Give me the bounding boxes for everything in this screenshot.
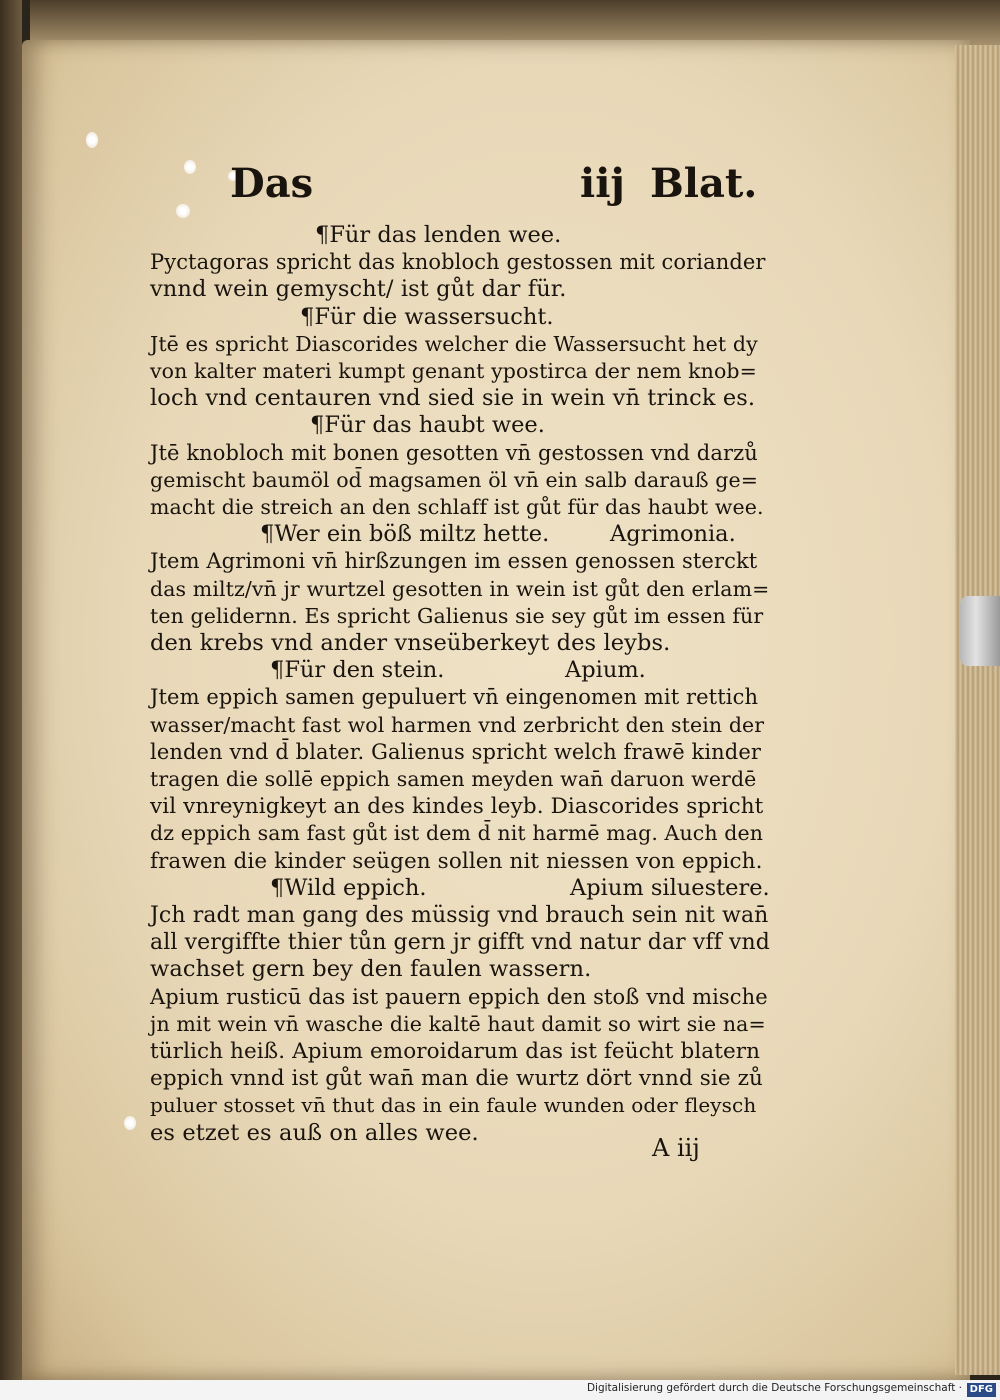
text-line: wachset gern bey den faulen wassern. <box>150 956 592 983</box>
text-line: Jtem Agrimoni vn̄ hirßzungen im essen genossen sterckt <box>150 549 758 574</box>
section-heading <box>150 412 770 439</box>
text-line: Pyctagoras spricht das knobloch gestossen mit coriander <box>150 250 766 275</box>
book-binding <box>0 0 22 1380</box>
section-heading-title: ¶Wild eppich. <box>270 874 427 901</box>
section-heading-title: ¶Für das haubt wee. <box>310 412 545 439</box>
text-line: wasser/macht fast wol harmen vnd zerbricht den stein der <box>150 712 765 737</box>
text-line: puluer stosset vn̄ thut das in ein faule wunden oder fleysch <box>150 1093 757 1118</box>
section-heading <box>150 875 770 902</box>
marginal-plant-name: Apium siluestere. <box>570 874 770 901</box>
text-line: es etzet es auß on alles wee. <box>150 1119 479 1146</box>
section-heading-title: ¶Wer ein böß miltz hette. <box>260 521 550 548</box>
footer-bar <box>0 1380 1000 1400</box>
text-line: türlich heiß. Apium emoroidarum das ist feücht blatern <box>150 1039 761 1064</box>
text-line: Jtē es spricht Diascorides welcher die Wassersucht het dy <box>150 331 758 356</box>
text-line: gemischt baumöl od̄ magsamen öl vn̄ ein salb darauß ge= <box>150 467 758 492</box>
text-line: tragen die sollē eppich samen meyden wan̄ daruon werdē <box>150 766 757 791</box>
section-heading-title: ¶Für das lenden wee. <box>315 222 562 248</box>
running-head-left: Das <box>230 160 314 207</box>
dfg-logo: DFG <box>967 1383 996 1397</box>
folio-number: iij <box>580 160 625 207</box>
signature-mark: A iij <box>652 1134 700 1162</box>
text-line: dz eppich sam fast gůt ist dem d̄ nit harmē mag. Auch den <box>150 821 764 846</box>
text-line: frawen die kinder seügen sollen nit niessen von eppich. <box>150 848 763 874</box>
section-heading <box>150 304 770 331</box>
text-line: Jch radt man gang des müssig vnd brauch sein nit wan̄ <box>150 902 769 928</box>
running-head <box>150 160 770 222</box>
text-line: vnnd wein gemyscht/ ist gůt dar für. <box>150 276 567 303</box>
text-line: vil vnreynigkeyt an des kindes leyb. Diascorides spricht <box>150 794 764 820</box>
text-line: loch vnd centauren vnd sied sie in wein vn̄ trinck es. <box>150 385 756 412</box>
text-line: jn mit wein vn̄ wasche die kaltē haut damit so wirt sie na= <box>150 1011 766 1036</box>
paper-hole <box>124 1116 136 1130</box>
text-line: Jtem eppich samen gepuluert vn̄ eingenomen mit rettich <box>150 685 759 710</box>
marginal-plant-name: Apium. <box>565 657 646 684</box>
text-line: Apium rusticū das ist pauern eppich den stoß vnd mische <box>150 984 768 1009</box>
section-heading <box>150 521 770 548</box>
text-line: ten gelidernn. Es spricht Galienus sie sey gůt im essen für <box>150 603 764 628</box>
text-line: von kalter materi kumpt genant ypostirca der nem knob= <box>150 358 757 383</box>
page-fore-edge <box>955 45 1000 1375</box>
text-line: das miltz/vn̄ jr wurtzel gesotten in wein ist gůt den erlam= <box>150 576 770 601</box>
text-line: eppich vnnd ist gůt wan̄ man die wurtz dört vnnd sie zů <box>150 1066 764 1092</box>
section-heading-title: ¶Für die wassersucht. <box>300 303 554 330</box>
text-block <box>150 160 770 1147</box>
running-head-right: Blat. <box>650 160 758 207</box>
text-line: macht die streich an den schlaff ist gůt für das haubt wee. <box>150 494 764 519</box>
text-line: lenden vnd d̄ blater. Galienus spricht welch frawē kinder <box>150 739 761 764</box>
body-text <box>150 222 770 1147</box>
section-heading <box>150 657 770 684</box>
text-line: den krebs vnd ander vnseüberkeyt des leybs. <box>150 629 671 656</box>
text-line: Jtē knobloch mit bonen gesotten vn̄ gestossen vnd darzů <box>150 440 758 465</box>
text-line: all vergiffte thier tůn gern jr gifft vnd natur dar vff vnd <box>150 930 770 956</box>
section-heading-title: ¶Für den stein. <box>270 657 445 684</box>
page-clip <box>960 596 1000 666</box>
paper-hole <box>86 132 98 148</box>
section-heading <box>150 222 770 249</box>
funding-credit: Digitalisierung gefördert durch die Deutsche Forschungsgemeinschaft · <box>586 1382 962 1394</box>
marginal-plant-name: Agrimonia. <box>610 521 736 548</box>
